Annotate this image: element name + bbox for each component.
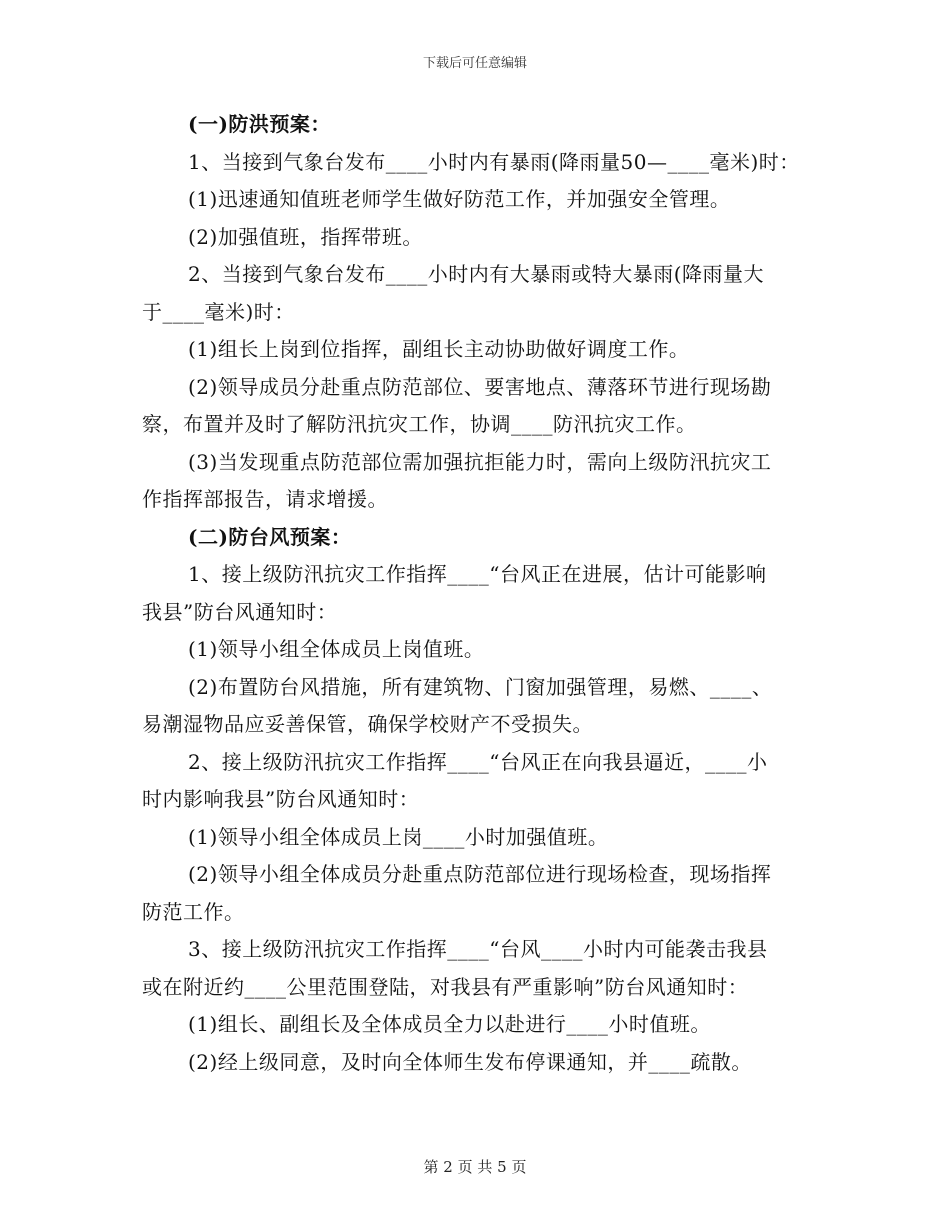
text-line: (2)加强值班，指挥带班。	[188, 224, 423, 249]
text-line: (1)迅速通知值班老师学生做好防范工作，并加强安全管理。	[188, 187, 731, 211]
text-line: (3)当发现重点防范部位需加强抗拒能力时，需向上级防汛抗灾工	[188, 449, 772, 474]
text-line: (2)经上级同意，及时向全体师生发布停课通知，并____疏散。	[188, 1049, 752, 1074]
text-line: 防范工作。	[142, 899, 245, 924]
text-line: 察，布置并及时了解防汛抗灾工作，协调____防汛抗灾工作。	[142, 412, 697, 436]
section-heading: (二)防台风预案：	[188, 524, 352, 549]
text-line: (1)组长上岗到位指挥，副组长主动协助做好调度工作。	[188, 337, 690, 361]
text-line: (2)领导小组全体成员分赴重点防范部位进行现场检查，现场指挥	[188, 862, 772, 886]
text-line: (1)组长、副组长及全体成员全力以赴进行____小时值班。	[188, 1012, 711, 1036]
text-line: 2、接上级防汛抗灾工作指挥____“台风正在向我县逼近，____小	[188, 749, 768, 774]
text-line: (2)布置防台风措施，所有建筑物、门窗加强管理，易燃、____、	[188, 674, 773, 699]
text-line: 于____毫米)时：	[142, 299, 295, 324]
text-line: 作指挥部报告，请求增援。	[142, 487, 388, 511]
text-line: 1、当接到气象台发布____小时内有暴雨(降雨量50—____毫米)时：	[188, 149, 800, 174]
text-line: 易潮湿物品应妥善保管，确保学校财产不受损失。	[142, 712, 593, 736]
text-line: (1)领导小组全体成员上岗____小时加强值班。	[188, 824, 609, 849]
document-body	[142, 106, 812, 1081]
text-line: 我县”防台风通知时：	[142, 599, 338, 624]
text-line: 时内影响我县”防台风通知时：	[142, 787, 420, 811]
section-heading: (一)防洪预案：	[188, 112, 331, 136]
text-line: 或在附近约____公里范围登陆，对我县有严重影响”防台风通知时：	[142, 974, 749, 999]
text-line: 3、接上级防汛抗灾工作指挥____“台风____小时内可能袭击我县	[188, 937, 768, 961]
text-line: (2)领导成员分赴重点防范部位、要害地点、薄落环节进行现场勘	[188, 374, 772, 399]
text-line: (1)领导小组全体成员上岗值班。	[188, 637, 485, 661]
page-header: 下载后可任意编辑	[422, 56, 527, 71]
text-line: 2、当接到气象台发布____小时内有大暴雨或特大暴雨(降雨量大	[188, 262, 765, 286]
page-footer: 第 2 页 共 5 页	[423, 1158, 527, 1176]
text-line: 1、接上级防汛抗灾工作指挥____“台风正在进展，估计可能影响	[188, 562, 767, 586]
